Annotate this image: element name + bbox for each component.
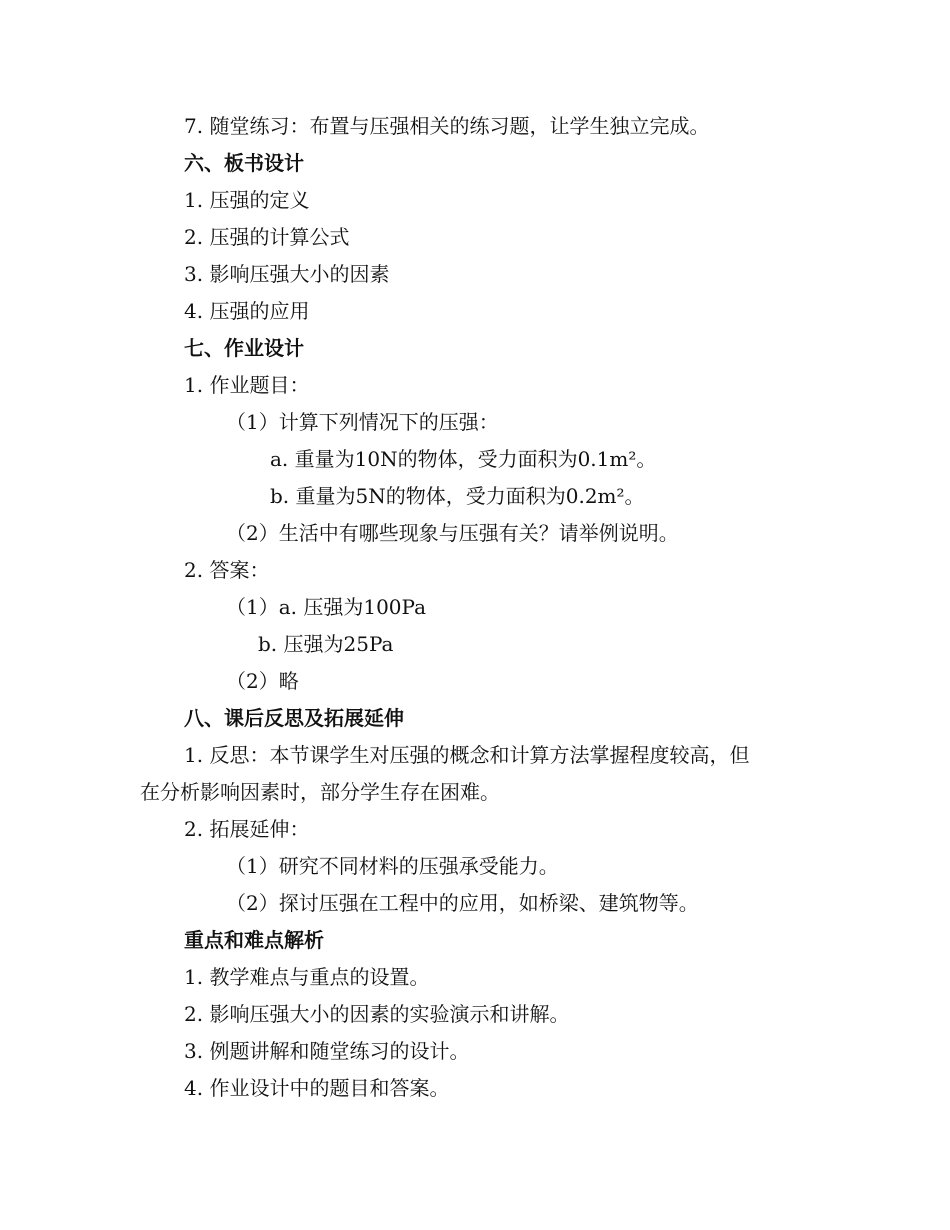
- section-heading-key-points: 重点和难点解析: [184, 928, 324, 952]
- sub-sub-list-item: b. 重量为5N的物体，受力面积为0.2m²。: [270, 484, 645, 508]
- sub-list-item: （2）生活中有哪些现象与压强有关？请举例说明。: [226, 521, 679, 545]
- sub-sub-list-item: b. 压强为25Pa: [258, 632, 394, 656]
- list-item: 2. 答案：: [184, 558, 270, 582]
- section-heading-board-design: 六、板书设计: [184, 151, 304, 175]
- list-item: 1. 作业题目：: [184, 373, 310, 397]
- list-item: 4. 作业设计中的题目和答案。: [184, 1076, 450, 1100]
- list-item-continuation: 在分析影响因素时，部分学生存在困难。: [140, 780, 500, 804]
- section-heading-homework: 七、作业设计: [184, 336, 304, 360]
- sub-list-item: （1）a. 压强为100Pa: [226, 595, 427, 619]
- sub-sub-list-item: a. 重量为10N的物体，受力面积为0.1m²。: [270, 447, 657, 471]
- list-item: 2. 拓展延伸：: [184, 817, 310, 841]
- list-item: 3. 影响压强大小的因素: [184, 262, 390, 286]
- list-item: 3. 例题讲解和随堂练习的设计。: [184, 1039, 470, 1063]
- list-item: 2. 压强的计算公式: [184, 225, 350, 249]
- sub-list-item: （1）计算下列情况下的压强：: [226, 410, 499, 434]
- sub-list-item: （1）研究不同材料的压强承受能力。: [226, 854, 559, 878]
- section-heading-reflection: 八、课后反思及拓展延伸: [184, 706, 404, 730]
- list-item: 2. 影响压强大小的因素的实验演示和讲解。: [184, 1002, 570, 1026]
- list-item: 4. 压强的应用: [184, 299, 310, 323]
- sub-list-item: （2）探讨压强在工程中的应用，如桥梁、建筑物等。: [226, 891, 699, 915]
- list-item: 1. 压强的定义: [184, 188, 310, 212]
- list-item: 1. 反思：本节课学生对压强的概念和计算方法掌握程度较高，但: [184, 743, 750, 767]
- paragraph-practice: 7. 随堂练习：布置与压强相关的练习题，让学生独立完成。: [184, 114, 710, 138]
- list-item: 1. 教学难点与重点的设置。: [184, 965, 430, 989]
- sub-list-item: （2）略: [226, 669, 299, 693]
